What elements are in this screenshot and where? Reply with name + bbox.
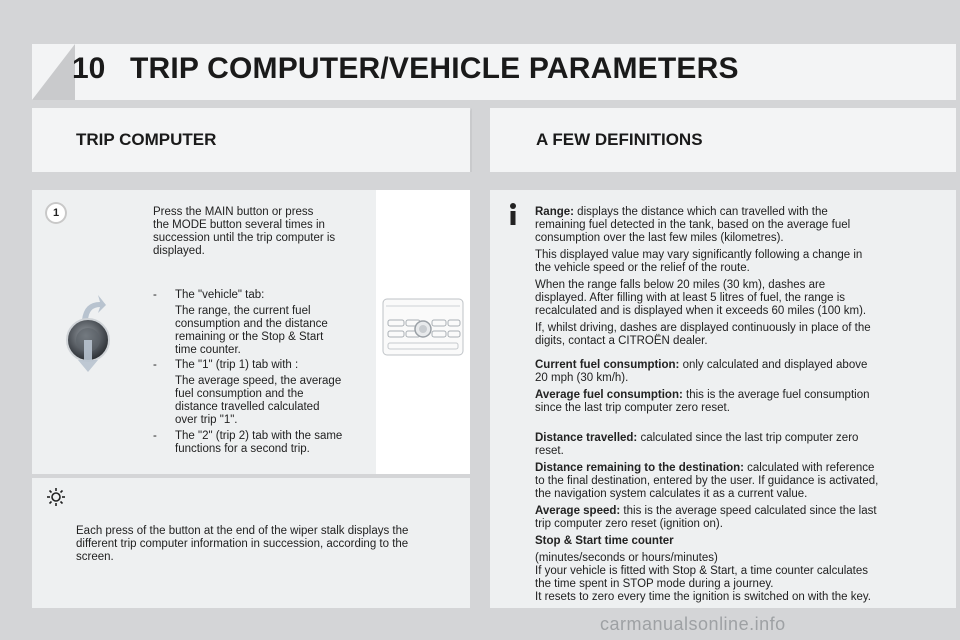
definition-text: If, whilst driving, dashes are displayed continuously in place of the [535, 322, 871, 334]
info-icon [501, 201, 525, 227]
step-number: 1 [52, 207, 60, 219]
console-illustration [382, 298, 464, 356]
list-item-body: over trip "1". [175, 414, 238, 426]
definition-text: trip computer zero reset (ignition on). [535, 518, 723, 530]
list-item-body: functions for a second trip. [175, 443, 310, 455]
definition-text: (minutes/seconds or hours/minutes) [535, 552, 718, 564]
intro-line: Press the MAIN button or press [153, 206, 314, 218]
list-item-body: consumption and the distance [175, 318, 328, 330]
definition-text: If your vehicle is fitted with Stop & Start, a time counter calculates [535, 565, 869, 577]
definition-text: digits, contact a CITROËN dealer. [535, 335, 708, 347]
section-title-trip-computer: TRIP COMPUTER [76, 130, 217, 149]
definition-distance-remaining [535, 462, 947, 501]
definition-text: remaining fuel detected in the tank, based on the average fuel [535, 219, 851, 231]
stalk-button-icon [62, 290, 122, 374]
definition-text: only calculated and displayed above [679, 359, 868, 371]
definition-stop-start [535, 535, 947, 604]
list-item-body: distance travelled calculated [175, 401, 320, 413]
definition-text: this is the average speed calculated since the last [620, 505, 877, 517]
definition-text: since the last trip computer zero reset. [535, 402, 730, 414]
list-dash: - [153, 289, 157, 301]
definition-label: Current fuel consumption: [535, 359, 680, 371]
definition-label: Distance travelled: [535, 432, 638, 444]
intro-line: succession until the trip computer is [153, 232, 336, 244]
intro-line: displayed. [153, 245, 205, 257]
watermark: carmanualsonline.info [600, 614, 786, 634]
definition-label: Range: [535, 206, 574, 218]
definition-label: Distance remaining to the destination: [535, 462, 744, 474]
definition-text: to the final destination, entered by the user. If guidance is activated, [535, 475, 879, 487]
definition-text: this is the average fuel consumption [682, 389, 870, 401]
list-item-body: time counter. [175, 344, 241, 356]
definition-text: This displayed value may vary significantly following a change in [535, 249, 863, 261]
definition-text: 20 mph (30 km/h). [535, 372, 629, 384]
definition-range [535, 206, 947, 348]
list-item [153, 359, 375, 427]
list-item-body: fuel consumption and the [175, 388, 304, 400]
list-item-body: remaining or the Stop & Start [175, 331, 324, 343]
definition-label: Average speed: [535, 505, 621, 517]
tip-text [76, 525, 461, 564]
tip-line: Each press of the button at the end of the wiper stalk displays the [76, 525, 409, 537]
list-item-head: The "vehicle" tab: [175, 289, 265, 301]
definition-text: the time spent in STOP mode during a journey. [535, 578, 774, 590]
tip-line: different trip computer information in succession, according to the [76, 538, 409, 550]
intro-text [153, 206, 373, 258]
definition-text: calculated with reference [743, 462, 875, 474]
list-item-body: The average speed, the average [175, 375, 342, 387]
definition-label: Stop & Start time counter [535, 535, 674, 547]
definition-text: recalculated and is displayed when it exceeds 60 miles (100 km). [535, 305, 867, 317]
definition-text: displayed. After filling with at least 5 litres of fuel, the range is [535, 292, 846, 304]
step-number-badge [45, 202, 67, 224]
definition-distance-travelled [535, 432, 947, 458]
list-item [153, 430, 380, 456]
definition-text: consumption over the last few miles (kilometres). [535, 232, 784, 244]
section-title-definitions: A FEW DEFINITIONS [536, 130, 703, 149]
definition-text: When the range falls below 20 miles (30 km), dashes are [535, 279, 826, 291]
definition-current-fuel [535, 359, 947, 385]
list-dash: - [153, 430, 157, 442]
list-item-head: The "2" (trip 2) tab with the same [175, 430, 343, 442]
tab-list [153, 289, 375, 469]
definition-text: calculated since the last trip computer zero [637, 432, 859, 444]
definition-text: It resets to zero every time the ignition is switched on with the key. [535, 591, 871, 603]
tip-sun-icon [46, 487, 66, 507]
intro-line: the MODE button several times in [153, 219, 325, 231]
definition-label: Average fuel consumption: [535, 389, 683, 401]
definitions-text [535, 206, 947, 604]
definition-text: the navigation system calculates it as a current value. [535, 488, 808, 500]
definition-text: reset. [535, 445, 564, 457]
list-item-body: The range, the current fuel [175, 305, 311, 317]
definition-average-fuel [535, 389, 947, 415]
list-item [153, 289, 375, 357]
definition-average-speed [535, 505, 947, 531]
tip-line: screen. [76, 551, 114, 563]
definition-text: displays the distance which can travelled with the [573, 206, 828, 218]
chapter-number: 10 [72, 52, 106, 85]
definition-text: the vehicle speed or the relief of the route. [535, 262, 750, 274]
list-dash: - [153, 359, 157, 371]
list-item-head: The "1" (trip 1) tab with : [175, 359, 299, 371]
page-title: TRIP COMPUTER/VEHICLE PARAMETERS [130, 52, 739, 85]
